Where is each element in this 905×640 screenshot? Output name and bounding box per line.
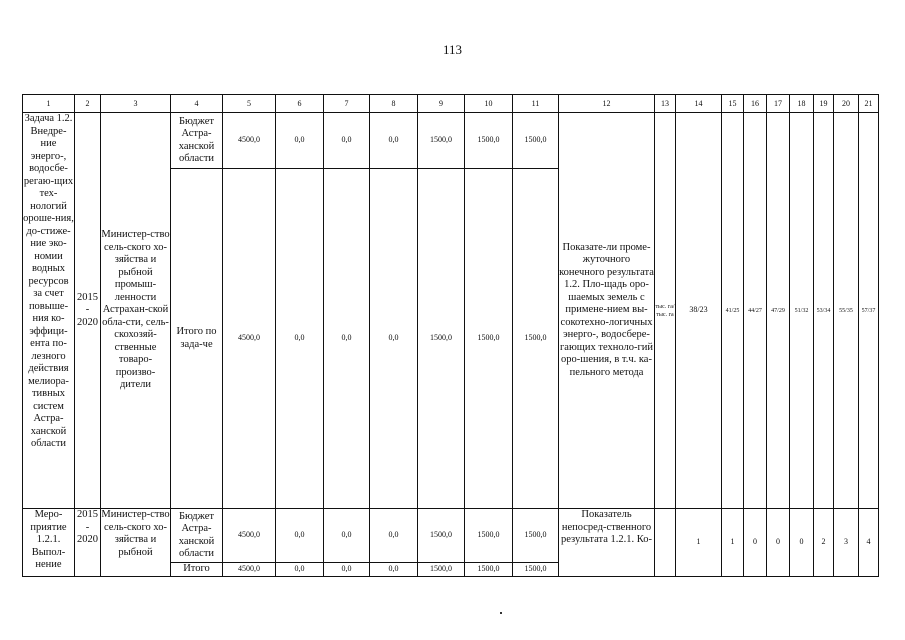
task-target: 51/32 — [790, 113, 814, 509]
measure-target: 1 — [676, 509, 722, 577]
measure-total-value: 0,0 — [276, 563, 324, 577]
task-total-value: 4500,0 — [223, 169, 276, 509]
task-budget-value: 1500,0 — [418, 113, 465, 169]
measure-target: 0 — [744, 509, 767, 577]
task-total-source: Итого по зада-че — [171, 169, 223, 509]
measure-executor: Министер-ство сель-ского хо-зяйства и рыбной — [101, 509, 171, 577]
task-target: 55/35 — [834, 113, 859, 509]
header-cell: 11 — [513, 95, 559, 113]
task-target: 41/25 — [722, 113, 744, 509]
header-cell: 4 — [171, 95, 223, 113]
task-budget-value: 1500,0 — [513, 113, 559, 169]
measure-total-value: 0,0 — [370, 563, 418, 577]
measure-total-value: 0,0 — [324, 563, 370, 577]
task-indicator: Показате-ли проме-жуточного конечного результата 1.2. Пло-щадь оро-шаемых земель с примене-нием вы-сокотехно-логичных энерго-, водосбере-гающих техноло-гий оро-шения, в т.ч. ка-пельного метода — [559, 113, 655, 509]
measure-target: 1 — [722, 509, 744, 577]
task-unit: тыс. га/ тыс. га — [655, 113, 676, 509]
header-cell: 5 — [223, 95, 276, 113]
measure-budget-value: 0,0 — [324, 509, 370, 563]
task-budget-value: 0,0 — [276, 113, 324, 169]
task-target: 38/23 — [676, 113, 722, 509]
page-number: 113 — [442, 42, 463, 57]
task-target: 47/29 — [767, 113, 790, 509]
header-cell: 14 — [676, 95, 722, 113]
measure-budget-value: 1500,0 — [513, 509, 559, 563]
measure-target: 4 — [859, 509, 879, 577]
measure-budget-value: 0,0 — [276, 509, 324, 563]
header-cell: 8 — [370, 95, 418, 113]
measure-name: Меро-приятие 1.2.1. Выпол-нение — [23, 509, 75, 577]
header-cell: 9 — [418, 95, 465, 113]
header-cell: 2 — [75, 95, 101, 113]
measure-budget-value: 4500,0 — [223, 509, 276, 563]
header-cell: 13 — [655, 95, 676, 113]
task-budget-row — [23, 113, 879, 169]
measure-budget-value: 1500,0 — [418, 509, 465, 563]
scan-speck — [500, 612, 502, 614]
task-budget-value: 1500,0 — [465, 113, 513, 169]
task-name: Задача 1.2. Внедре-ние энерго-, водосбе-регаю-щих тех-нологий ороше-ния, до-стиже-ние эко-номии водных ресурсов за счет повыше-ния ко-эффици-ента по-лезного действия мелиора-тивных систем Астра-ханской области — [23, 113, 75, 509]
task-total-value: 1500,0 — [513, 169, 559, 509]
measure-budget-source: Бюджет Астра-ханской области — [171, 509, 223, 563]
header-cell: 16 — [744, 95, 767, 113]
measure-total-value: 1500,0 — [513, 563, 559, 577]
task-executor: Министер-ство сель-ского хо-зяйства и рыбной промыш-ленности Астрахан-ской обла-сти, сель-скохозяй-ственные товаро-произво-дители — [101, 113, 171, 509]
task-target: 57/37 — [859, 113, 879, 509]
header-cell: 3 — [101, 95, 171, 113]
header-cell: 1 — [23, 95, 75, 113]
header-cell: 19 — [814, 95, 834, 113]
measure-total-value: 1500,0 — [465, 563, 513, 577]
header-cell: 12 — [559, 95, 655, 113]
measure-budget-value: 1500,0 — [465, 509, 513, 563]
measure-target: 2 — [814, 509, 834, 577]
header-cell: 18 — [790, 95, 814, 113]
measure-unit — [655, 509, 676, 577]
task-budget-value: 4500,0 — [223, 113, 276, 169]
header-cell: 21 — [859, 95, 879, 113]
measure-total-value: 1500,0 — [418, 563, 465, 577]
measure-total-source: Итого — [171, 563, 223, 577]
task-period: 2015 - 2020 — [75, 113, 101, 509]
measure-budget-value: 0,0 — [370, 509, 418, 563]
task-budget-value: 0,0 — [370, 113, 418, 169]
task-total-value: 0,0 — [324, 169, 370, 509]
measure-indicator: Показатель непосред-ственного результата 1.2.1. Ко- — [559, 509, 655, 577]
program-table — [22, 94, 879, 577]
measure-target: 3 — [834, 509, 859, 577]
measure-target: 0 — [790, 509, 814, 577]
task-target: 44/27 — [744, 113, 767, 509]
header-row — [23, 95, 879, 113]
task-budget-value: 0,0 — [324, 113, 370, 169]
task-total-value: 0,0 — [370, 169, 418, 509]
header-cell: 6 — [276, 95, 324, 113]
header-cell: 15 — [722, 95, 744, 113]
task-total-value: 0,0 — [276, 169, 324, 509]
measure-total-value: 4500,0 — [223, 563, 276, 577]
measure-period: 2015 - 2020 — [75, 509, 101, 577]
header-cell: 20 — [834, 95, 859, 113]
task-total-value: 1500,0 — [418, 169, 465, 509]
task-total-value: 1500,0 — [465, 169, 513, 509]
header-cell: 17 — [767, 95, 790, 113]
task-target: 53/34 — [814, 113, 834, 509]
task-budget-source: Бюджет Астра-ханской области — [171, 113, 223, 169]
measure-target: 0 — [767, 509, 790, 577]
header-cell: 10 — [465, 95, 513, 113]
header-cell: 7 — [324, 95, 370, 113]
measure-budget-row — [23, 509, 879, 563]
